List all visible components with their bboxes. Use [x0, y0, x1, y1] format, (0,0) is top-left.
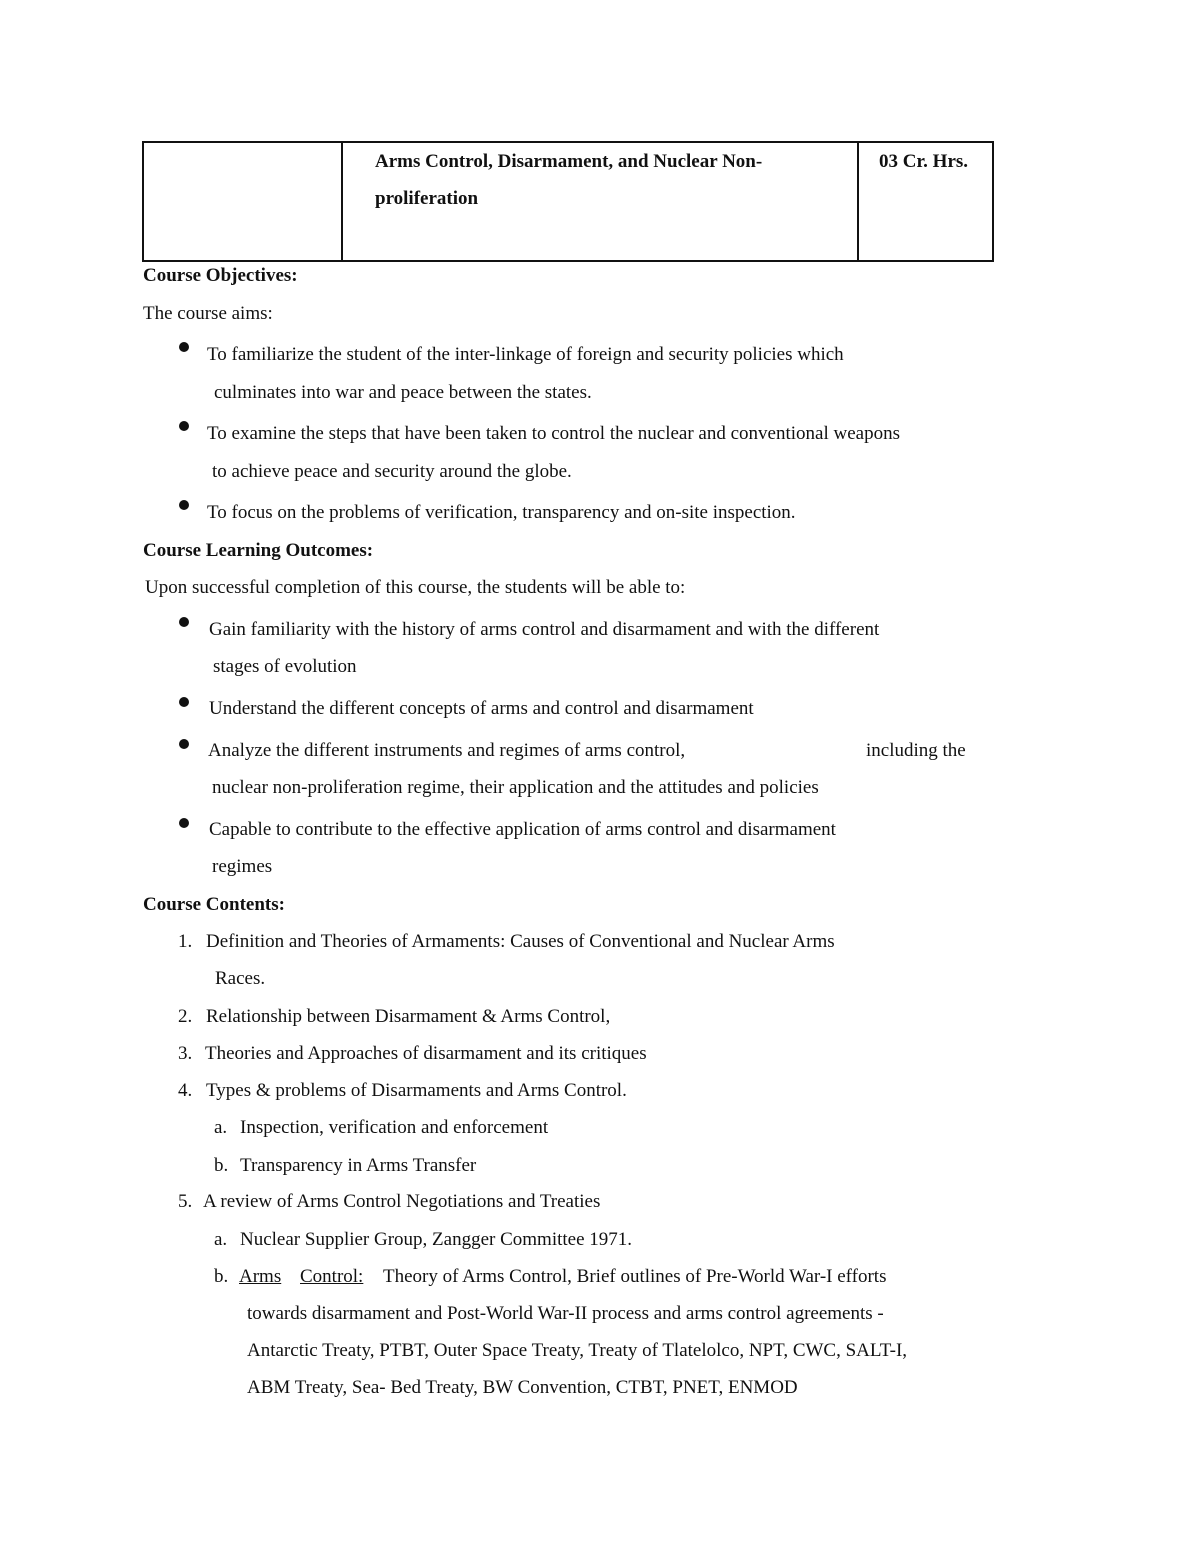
bullet-icon: [179, 697, 189, 707]
list-number: 1.: [178, 931, 193, 952]
list-letter: b.: [214, 1155, 229, 1176]
content-2-line1: Relationship between Disarmament & Arms Control,: [206, 1006, 611, 1027]
outcome-1-line2: stages of evolution: [213, 656, 357, 677]
bullet-icon: [179, 500, 189, 510]
objective-1-line2: culminates into war and peace between the states.: [214, 382, 592, 403]
contents-heading: Course Contents:: [143, 894, 285, 915]
content-5b-line4: ABM Treaty, Sea- Bed Treaty, BW Convention, CTBT, PNET, ENMOD: [247, 1377, 798, 1398]
content-4a-line1: Inspection, verification and enforcement: [240, 1117, 549, 1138]
objectives-heading: Course Objectives:: [143, 265, 298, 286]
outcome-4-line1: Capable to contribute to the effective application of arms control and disarmament: [209, 819, 836, 840]
outcome-3-line1b: including the: [866, 740, 966, 761]
list-number: 2.: [178, 1006, 193, 1027]
course-title-cell: [342, 142, 858, 261]
outcome-4-line2: regimes: [212, 856, 273, 877]
content-4b-line1: Transparency in Arms Transfer: [240, 1155, 477, 1176]
content-1-line1: Definition and Theories of Armaments: Causes of Conventional and Nuclear Arms: [206, 931, 835, 952]
bullet-icon: [179, 739, 189, 749]
outcome-3-line2: nuclear non-proliferation regime, their application and the attitudes and policies: [212, 777, 819, 798]
content-1-line2: Races.: [215, 968, 266, 989]
credit-hours: 03 Cr. Hrs.: [879, 151, 969, 172]
content-5b-line3: Antarctic Treaty, PTBT, Outer Space Treaty, Treaty of Tlatelolco, NPT, CWC, SALT-I,: [247, 1340, 908, 1361]
bullet-icon: [179, 421, 189, 431]
list-number: 3.: [178, 1043, 193, 1064]
bullet-icon: [179, 818, 189, 828]
content-4-line1: Types & problems of Disarmaments and Arms Control.: [206, 1080, 627, 1101]
course-title: [343, 143, 857, 217]
list-number: 4.: [178, 1080, 193, 1101]
list-letter: a.: [214, 1117, 228, 1138]
outcome-2-line1: Understand the different concepts of arms and control and disarmament: [209, 698, 754, 719]
objective-2-line1: To examine the steps that have been taken to control the nuclear and conventional weapons: [207, 423, 900, 444]
objective-2-line2: to achieve peace and security around the globe.: [212, 461, 572, 482]
objectives-intro: The course aims:: [143, 303, 273, 324]
content-5a-line1: Nuclear Supplier Group, Zangger Committee 1971.: [240, 1229, 633, 1250]
course-code-cell: [143, 142, 342, 261]
course-title-line2: proliferation: [375, 188, 479, 209]
content-3-line1: Theories and Approaches of disarmament and its critiques: [205, 1043, 647, 1064]
outcome-3-line1a: Analyze the different instruments and regimes of arms control,: [208, 740, 686, 761]
list-letter: a.: [214, 1229, 228, 1250]
outcomes-heading: Course Learning Outcomes:: [143, 540, 374, 561]
content-5b-line1: Theory of Arms Control, Brief outlines of Pre-World War-I efforts: [383, 1266, 887, 1287]
objective-1-line1: To familiarize the student of the inter-linkage of foreign and security policies which: [207, 344, 844, 365]
bullet-icon: [179, 342, 189, 352]
course-title-line1: Arms Control, Disarmament, and Nuclear Non-: [375, 151, 763, 172]
content-5b-underline-control: Control:: [300, 1266, 364, 1287]
content-5b-underline-arms: Arms: [239, 1266, 282, 1287]
content-5b-line2: towards disarmament and Post-World War-II process and arms control agreements -: [247, 1303, 884, 1324]
credit-hours-cell: [858, 142, 993, 261]
course-header-table: [142, 141, 994, 262]
bullet-icon: [179, 617, 189, 627]
content-5-line1: A review of Arms Control Negotiations and Treaties: [203, 1191, 601, 1212]
list-letter: b.: [214, 1266, 229, 1287]
list-number: 5.: [178, 1191, 193, 1212]
objective-3-line1: To focus on the problems of verification, transparency and on-site inspection.: [207, 502, 796, 523]
outcome-1-line1: Gain familiarity with the history of arms control and disarmament and with the different: [209, 619, 880, 640]
outcomes-intro: Upon successful completion of this course, the students will be able to:: [145, 577, 686, 598]
